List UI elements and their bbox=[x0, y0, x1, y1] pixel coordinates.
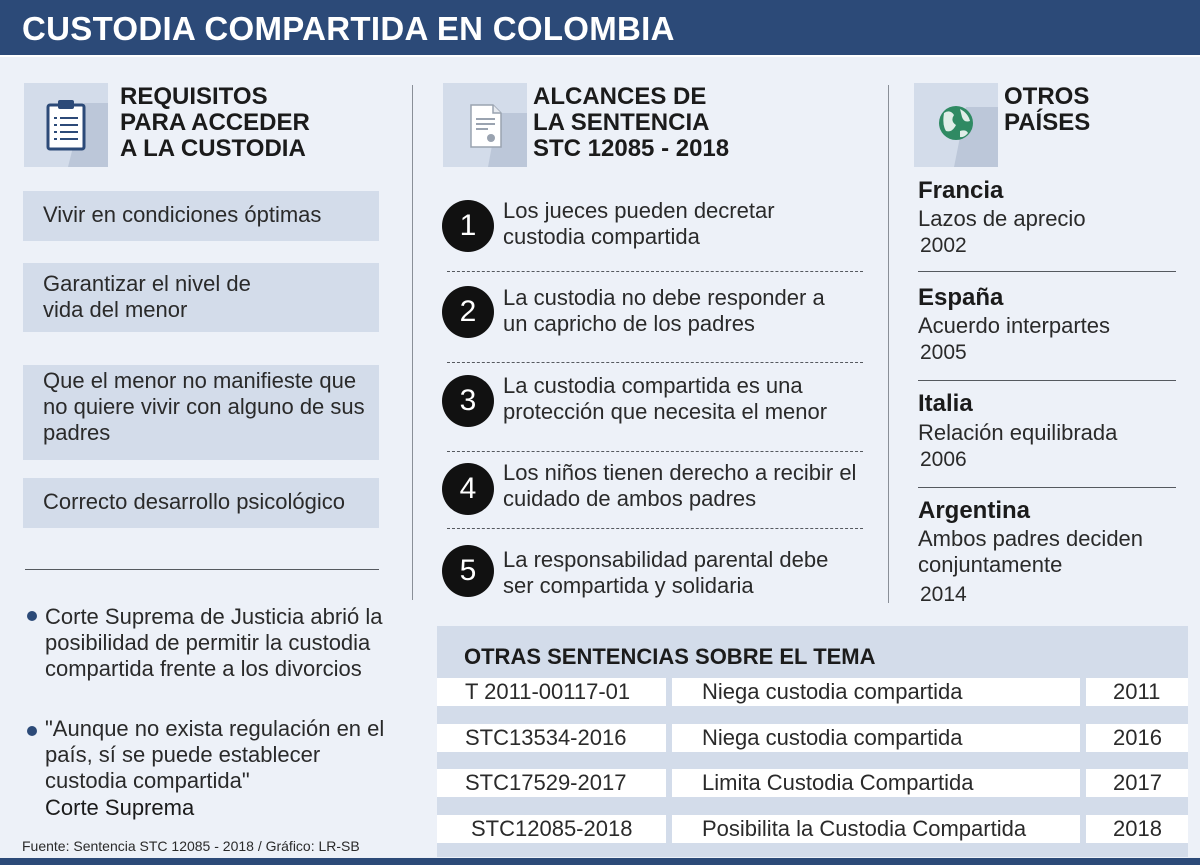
column-separator bbox=[666, 678, 672, 706]
column-separator bbox=[1080, 815, 1086, 843]
country-desc: Lazos de aprecio bbox=[918, 206, 1086, 231]
cell-desc: Niega custodia compartida bbox=[702, 679, 963, 704]
country-divider bbox=[918, 487, 1176, 488]
requisito-item: Correcto desarrollo psicológico bbox=[23, 478, 379, 528]
quote-text: "Aunque no exista regulación en el país, sí se puede establecer custodia compartida" bbox=[45, 716, 385, 793]
column-separator bbox=[666, 769, 672, 797]
source-credit: Fuente: Sentencia STC 12085 - 2018 / Gráfico: LR-SB bbox=[22, 838, 360, 854]
bullet-icon bbox=[27, 611, 37, 621]
cell-year: 2016 bbox=[1113, 725, 1162, 750]
column-divider-right bbox=[888, 85, 889, 603]
requisitos-heading: REQUISITOS PARA ACCEDER A LA CUSTODIA bbox=[120, 83, 310, 162]
clipboard-icon bbox=[24, 83, 108, 167]
country-desc: Relación equilibrada bbox=[918, 420, 1118, 445]
country-divider bbox=[918, 271, 1176, 272]
alcance-item: Los jueces pueden decretar custodia compartida bbox=[503, 198, 775, 249]
requisito-item: Que el menor no manifieste que no quiere vivir con alguno de sus padres bbox=[23, 365, 379, 460]
country-year: 2005 bbox=[920, 341, 967, 364]
sentencias-table bbox=[437, 626, 1188, 857]
number-badge: 2 bbox=[442, 286, 494, 338]
country-name: España bbox=[918, 284, 1004, 311]
alcance-item: Los niños tienen derecho a recibir el cuidado de ambos padres bbox=[503, 460, 857, 511]
cell-code: STC12085-2018 bbox=[471, 816, 633, 841]
dashed-divider bbox=[447, 528, 863, 529]
dashed-divider bbox=[447, 362, 863, 363]
number-badge: 4 bbox=[442, 463, 494, 515]
alcances-heading: ALCANCES DE LA SENTENCIA STC 12085 - 2018 bbox=[533, 83, 730, 162]
cell-desc: Posibilita la Custodia Compartida bbox=[702, 816, 1027, 841]
otros-heading: OTROS PAÍSES bbox=[1004, 83, 1091, 136]
section-divider bbox=[25, 569, 379, 570]
country-name: Italia bbox=[918, 390, 973, 417]
quote-author: Corte Suprema bbox=[45, 795, 195, 820]
bullet-icon bbox=[27, 726, 37, 736]
table-row bbox=[437, 815, 1188, 843]
number-badge: 5 bbox=[442, 545, 494, 597]
alcance-item: La custodia compartida es una protección que necesita el menor bbox=[503, 373, 828, 424]
column-divider-left bbox=[412, 85, 413, 600]
country-year: 2006 bbox=[920, 448, 967, 471]
dashed-divider bbox=[447, 451, 863, 452]
country-divider bbox=[918, 380, 1176, 381]
country-name: Francia bbox=[918, 177, 1004, 204]
column-separator bbox=[666, 724, 672, 752]
column-separator bbox=[1080, 769, 1086, 797]
document-icon bbox=[443, 83, 527, 167]
cell-code: STC13534-2016 bbox=[465, 725, 627, 750]
country-desc: Acuerdo interpartes bbox=[918, 313, 1110, 338]
table-title: OTRAS SENTENCIAS SOBRE EL TEMA bbox=[464, 644, 876, 669]
cell-year: 2017 bbox=[1113, 770, 1162, 795]
column-separator bbox=[1080, 724, 1086, 752]
cell-desc: Limita Custodia Compartida bbox=[702, 770, 974, 795]
bottom-bar bbox=[0, 858, 1200, 865]
cell-year: 2018 bbox=[1113, 816, 1162, 841]
globe-icon bbox=[914, 83, 998, 167]
title-banner bbox=[0, 0, 1200, 57]
cell-code: STC17529-2017 bbox=[465, 770, 627, 795]
page-title: CUSTODIA COMPARTIDA EN COLOMBIA bbox=[22, 10, 675, 47]
number-badge: 3 bbox=[442, 375, 494, 427]
alcance-item: La custodia no debe responder a un capricho de los padres bbox=[503, 285, 825, 336]
country-name: Argentina bbox=[918, 497, 1031, 524]
table-row bbox=[437, 769, 1188, 797]
cell-code: T 2011-00117-01 bbox=[465, 679, 631, 704]
number-badge: 1 bbox=[442, 200, 494, 252]
note-text: Corte Suprema de Justicia abrió la posibilidad de permitir la custodia compartida frente a los divorcios bbox=[45, 604, 383, 681]
country-desc: Ambos padres deciden conjuntamente bbox=[918, 526, 1144, 577]
column-separator bbox=[1080, 678, 1086, 706]
country-year: 2014 bbox=[920, 583, 967, 606]
cell-year: 2011 bbox=[1113, 679, 1161, 704]
cell-desc: Niega custodia compartida bbox=[702, 725, 963, 750]
alcance-item: La responsabilidad parental debe ser compartida y solidaria bbox=[503, 547, 829, 598]
table-row bbox=[437, 724, 1188, 752]
dashed-divider bbox=[447, 271, 863, 272]
requisito-item: Vivir en condiciones óptimas bbox=[23, 191, 379, 241]
country-year: 2002 bbox=[920, 234, 967, 257]
table-row bbox=[437, 678, 1188, 706]
column-separator bbox=[666, 815, 672, 843]
requisito-item: Garantizar el nivel de vida del menor bbox=[23, 263, 379, 332]
